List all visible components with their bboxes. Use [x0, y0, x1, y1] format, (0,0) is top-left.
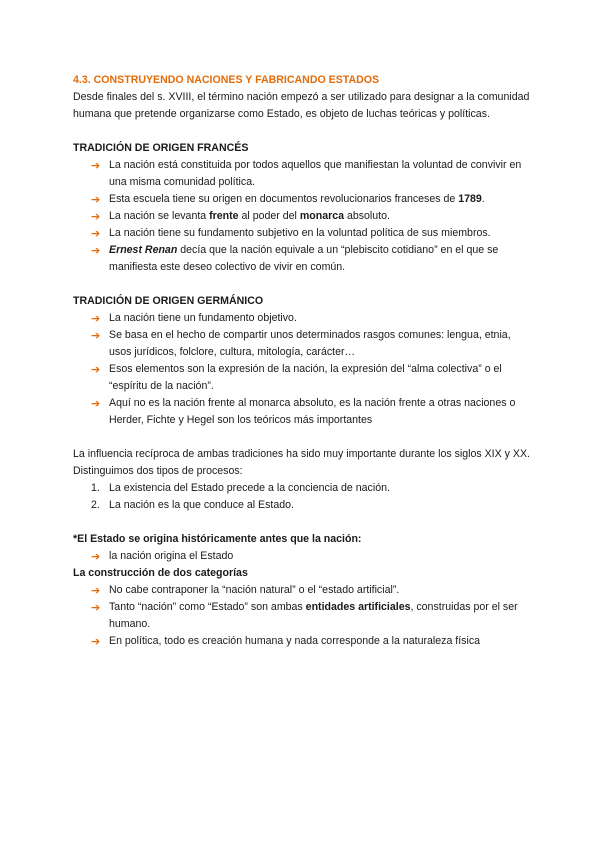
categories-title: La construcción de dos categorías	[73, 567, 248, 579]
note-title: *El Estado se origina históricamente antes que la nación:	[73, 533, 362, 545]
french-tradition-title: TRADICIÓN DE ORIGEN FRANCÉS	[73, 142, 249, 154]
intro-paragraph: Desde finales del s. XVIII, el término nación empezó a ser utilizado para designar a la comunidad humana que pretende organizarse como Estado, es objeto de luchas teóricas y políticas.	[73, 91, 530, 120]
french-tradition-list	[73, 157, 533, 276]
list-item: ➔ Tanto “nación” como “Estado” son ambas entidades artificiales, construidas por el ser humano.	[91, 601, 518, 630]
arrow-right-icon: ➔	[91, 227, 101, 240]
arrow-right-icon: ➔	[91, 363, 101, 376]
arrow-right-icon: ➔	[91, 329, 101, 342]
note-list	[73, 548, 533, 565]
list-item: ➔ Se basa en el hecho de compartir unos determinados rasgos comunes: lengua, etnia, usos jurídicos, folclore, cultura, mitología, carácter…	[91, 329, 511, 358]
arrow-right-icon: ➔	[91, 244, 101, 257]
arrow-right-icon: ➔	[91, 159, 101, 172]
list-item: ➔ La nación tiene un fundamento objetivo.	[91, 312, 297, 325]
list-item: ➔ Esta escuela tiene su origen en documentos revolucionarios franceses de 1789.	[91, 193, 485, 206]
arrow-right-icon: ➔	[91, 635, 101, 648]
section-heading: 4.3. CONSTRUYENDO NACIONES Y FABRICANDO ESTADOS	[73, 74, 380, 86]
arrow-right-icon: ➔	[91, 312, 101, 325]
list-item: ➔ La nación se levanta frente al poder del monarca absoluto.	[91, 210, 390, 223]
renan-name: Ernest Renan	[109, 244, 178, 256]
list-item: ➔ La nación tiene su fundamento subjetivo en la voluntad política de sus miembros.	[91, 227, 491, 240]
list-item: ➔ La nación está constituida por todos aquellos que manifiestan la voluntad de convivir en una misma comunidad política.	[91, 159, 522, 188]
list-item: ➔ Esos elementos son la expresión de la nación, la expresión del “alma colectiva” o el “espíritu de la nación”.	[91, 363, 502, 392]
list-item: ➔ No cabe contraponer la “nación natural” o el “estado artificial”.	[91, 584, 400, 597]
document-page	[73, 72, 533, 650]
arrow-right-icon: ➔	[91, 584, 101, 597]
list-item: ➔ la nación origina el Estado	[91, 550, 234, 563]
process-types-list	[73, 480, 533, 514]
list-item: ➔ Aquí no es la nación frente al monarca absoluto, es la nación frente a otras naciones o Herder, Fichte y Hegel son los teóricos más importantes	[91, 397, 516, 426]
types-intro: Distinguimos dos tipos de procesos:	[73, 465, 243, 477]
german-tradition-list	[73, 310, 533, 429]
list-item: ➔ Ernest Renan decía que la nación equivale a un “plebiscito cotidiano” en el que se manifiesta este deseo colectivo de vivir en común.	[91, 244, 499, 273]
list-item: 2. La nación es la que conduce al Estado.	[91, 499, 294, 511]
german-tradition-title: TRADICIÓN DE ORIGEN GERMÁNICO	[73, 295, 264, 307]
arrow-right-icon: ➔	[91, 397, 101, 410]
categories-list	[73, 582, 533, 650]
arrow-right-icon: ➔	[91, 210, 101, 223]
arrow-right-icon: ➔	[91, 601, 101, 614]
arrow-right-icon: ➔	[91, 193, 101, 206]
list-item: ➔ En política, todo es creación humana y nada corresponde a la naturaleza física	[91, 635, 481, 648]
influence-paragraph: La influencia recíproca de ambas tradiciones ha sido muy importante durante los siglos XIX y XX.	[73, 448, 530, 460]
arrow-right-icon: ➔	[91, 550, 101, 563]
list-item: 1. La existencia del Estado precede a la conciencia de nación.	[91, 482, 390, 494]
